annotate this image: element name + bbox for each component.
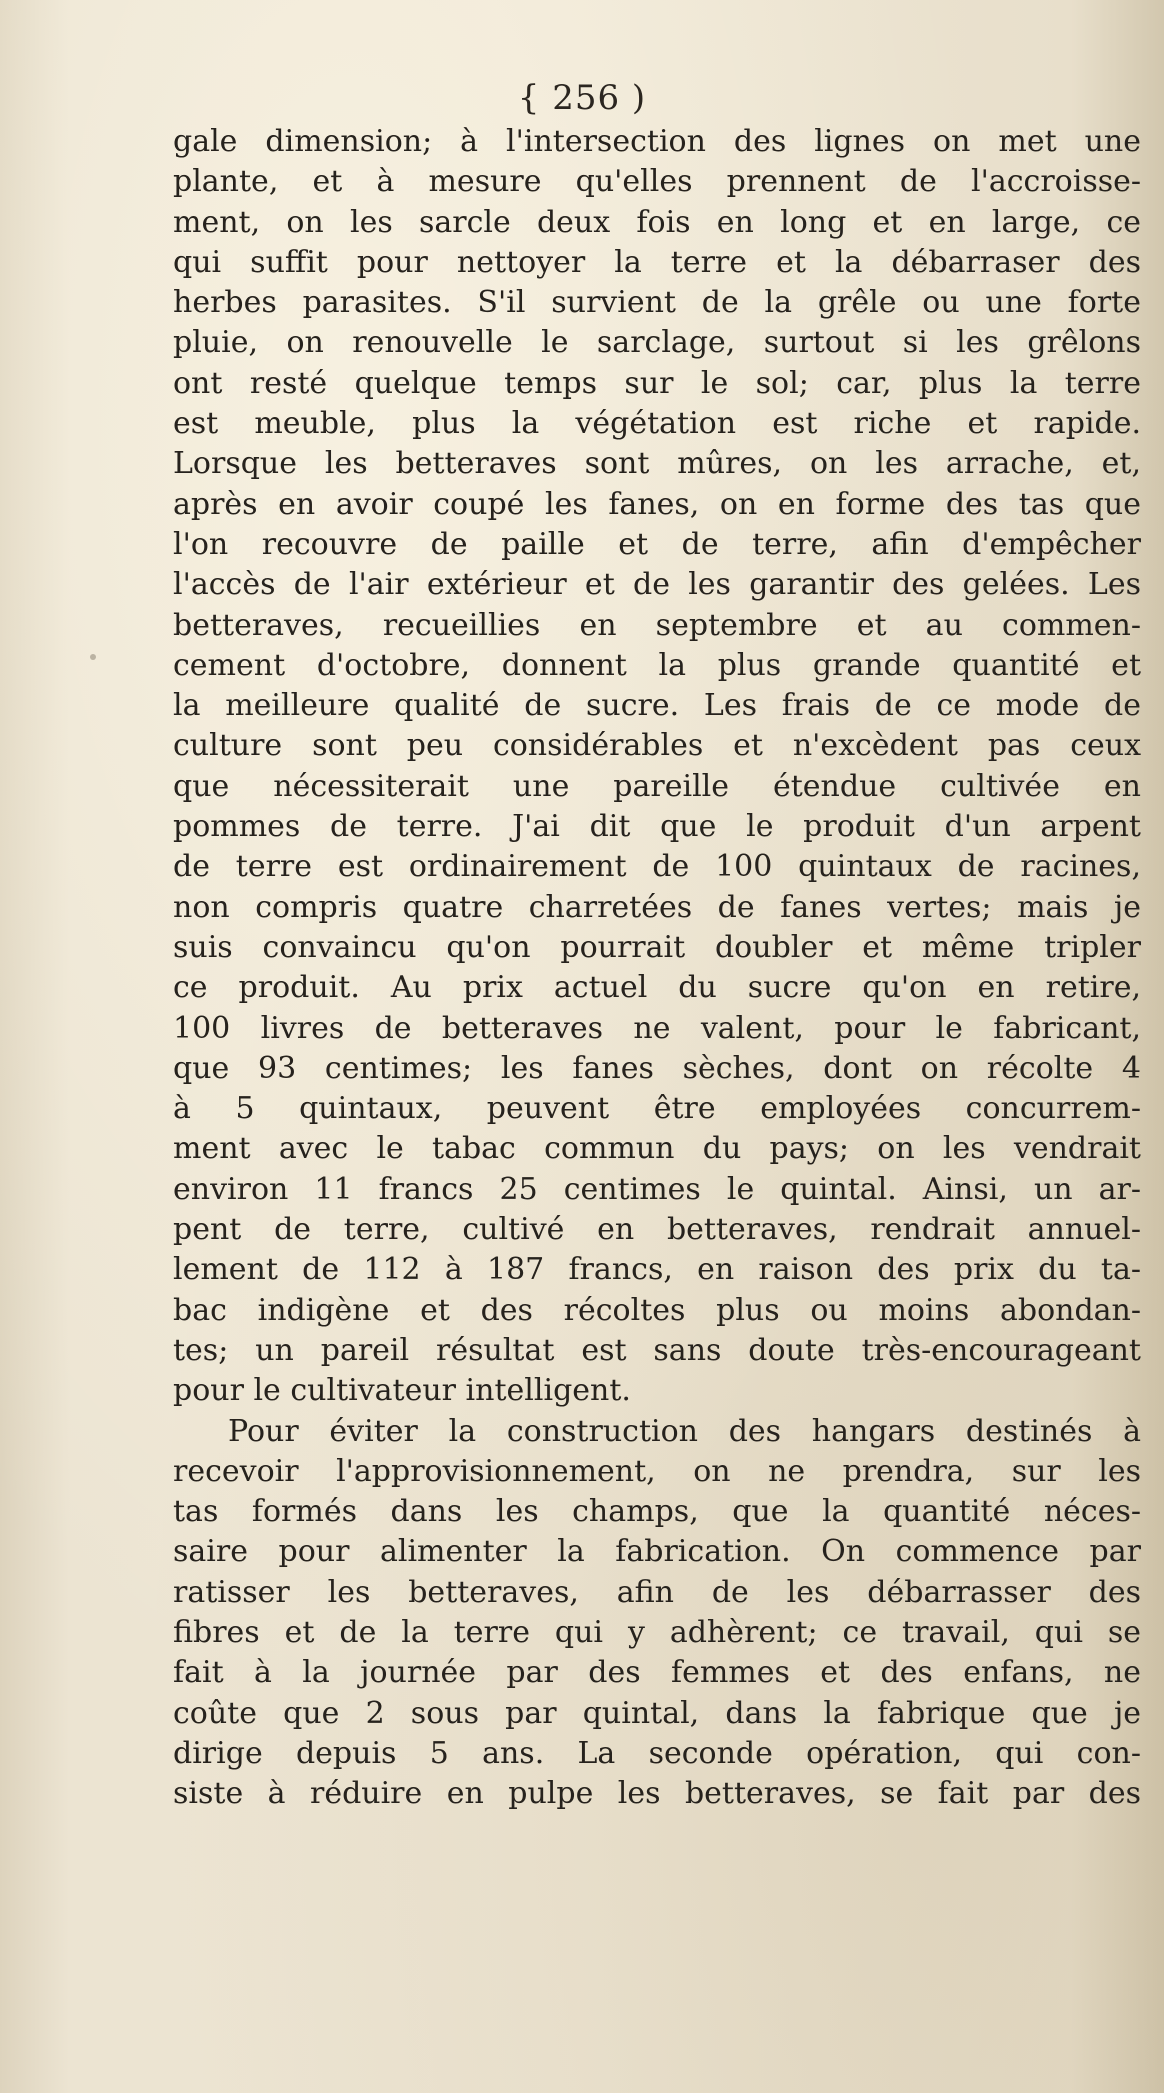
text-line: ratisser les betteraves, afin de les débarrasser des [173, 1574, 1141, 1610]
body-text [173, 122, 1141, 1814]
text-line: cement d'octobre, donnent la plus grande quantité et [173, 647, 1141, 683]
text-line: dirige depuis 5 ans. La seconde opération, qui con- [173, 1735, 1141, 1771]
margin-mark [90, 654, 96, 660]
text-line: après en avoir coupé les fanes, on en forme des tas que [173, 486, 1141, 522]
text-line: ment avec le tabac commun du pays; on les vendrait [173, 1131, 1141, 1167]
text-line: lement de 112 à 187 francs, en raison des prix du ta- [173, 1252, 1141, 1288]
text-line: tas formés dans les champs, que la quantité néces- [173, 1494, 1141, 1530]
text-line: pent de terre, cultivé en betteraves, rendrait annuel- [173, 1212, 1141, 1248]
text-line: 100 livres de betteraves ne valent, pour le fabricant, [173, 1010, 1141, 1046]
text-line: de terre est ordinairement de 100 quintaux de racines, [173, 849, 1141, 885]
text-line: pommes de terre. J'ai dit que le produit d'un arpent [173, 809, 1141, 845]
text-line: ont resté quelque temps sur le sol; car, plus la terre [173, 365, 1141, 401]
text-line: culture sont peu considérables et n'excèdent pas ceux [173, 728, 1141, 764]
text-line: ment, on les sarcle deux fois en long et en large, ce [173, 204, 1141, 240]
text-line: que 93 centimes; les fanes sèches, dont on récolte 4 [173, 1050, 1141, 1086]
text-line: plante, et à mesure qu'elles prennent de l'accroisse- [173, 164, 1141, 200]
text-line: que nécessiterait une pareille étendue cultivée en [173, 768, 1141, 804]
text-line: l'on recouvre de paille et de terre, afin d'empêcher [173, 526, 1141, 562]
text-line: bac indigène et des récoltes plus ou moins abondan- [173, 1292, 1141, 1328]
text-line: siste à réduire en pulpe les betteraves, se fait par des [173, 1776, 1141, 1812]
text-line: non compris quatre charretées de fanes vertes; mais je [173, 889, 1141, 925]
text-line: fibres et de la terre qui y adhèrent; ce travail, qui se [173, 1614, 1141, 1650]
text-line: à 5 quintaux, peuvent être employées concurrem- [173, 1091, 1141, 1127]
text-line: l'accès de l'air extérieur et de les garantir des gelées. Les [173, 567, 1141, 603]
text-line: pour le cultivateur intelligent. [173, 1373, 631, 1409]
text-line: saire pour alimenter la fabrication. On commence par [173, 1534, 1141, 1570]
text-line: est meuble, plus la végétation est riche et rapide. [173, 406, 1141, 442]
text-line: fait à la journée par des femmes et des enfans, ne [173, 1655, 1141, 1691]
text-line: gale dimension; à l'intersection des lignes on met une [173, 124, 1141, 159]
text-line: Lorsque les betteraves sont mûres, on les arrache, et, [173, 446, 1141, 482]
text-line: betteraves, recueillies en septembre et au commen- [173, 607, 1141, 643]
text-line: coûte que 2 sous par quintal, dans la fabrique que je [173, 1695, 1141, 1731]
text-line: environ 11 francs 25 centimes le quintal. Ainsi, un ar- [173, 1171, 1141, 1207]
text-line: herbes parasites. S'il survient de la grêle ou une forte [173, 285, 1141, 321]
text-line: tes; un pareil résultat est sans doute très-encourageant [173, 1332, 1141, 1368]
page-number-header: { 256 ) [517, 78, 647, 118]
text-line: recevoir l'approvisionnement, on ne prendra, sur les [173, 1453, 1141, 1489]
text-line: Pour éviter la construction des hangars destinés à [228, 1413, 1141, 1449]
text-line: la meilleure qualité de sucre. Les frais de ce mode de [173, 688, 1141, 724]
text-line: pluie, on renouvelle le sarclage, surtout si les grêlons [173, 325, 1141, 361]
text-line: ce produit. Au prix actuel du sucre qu'on en retire, [173, 970, 1141, 1006]
text-line: qui suffit pour nettoyer la terre et la débarraser des [173, 244, 1141, 280]
text-line: suis convaincu qu'on pourrait doubler et même tripler [173, 929, 1141, 965]
